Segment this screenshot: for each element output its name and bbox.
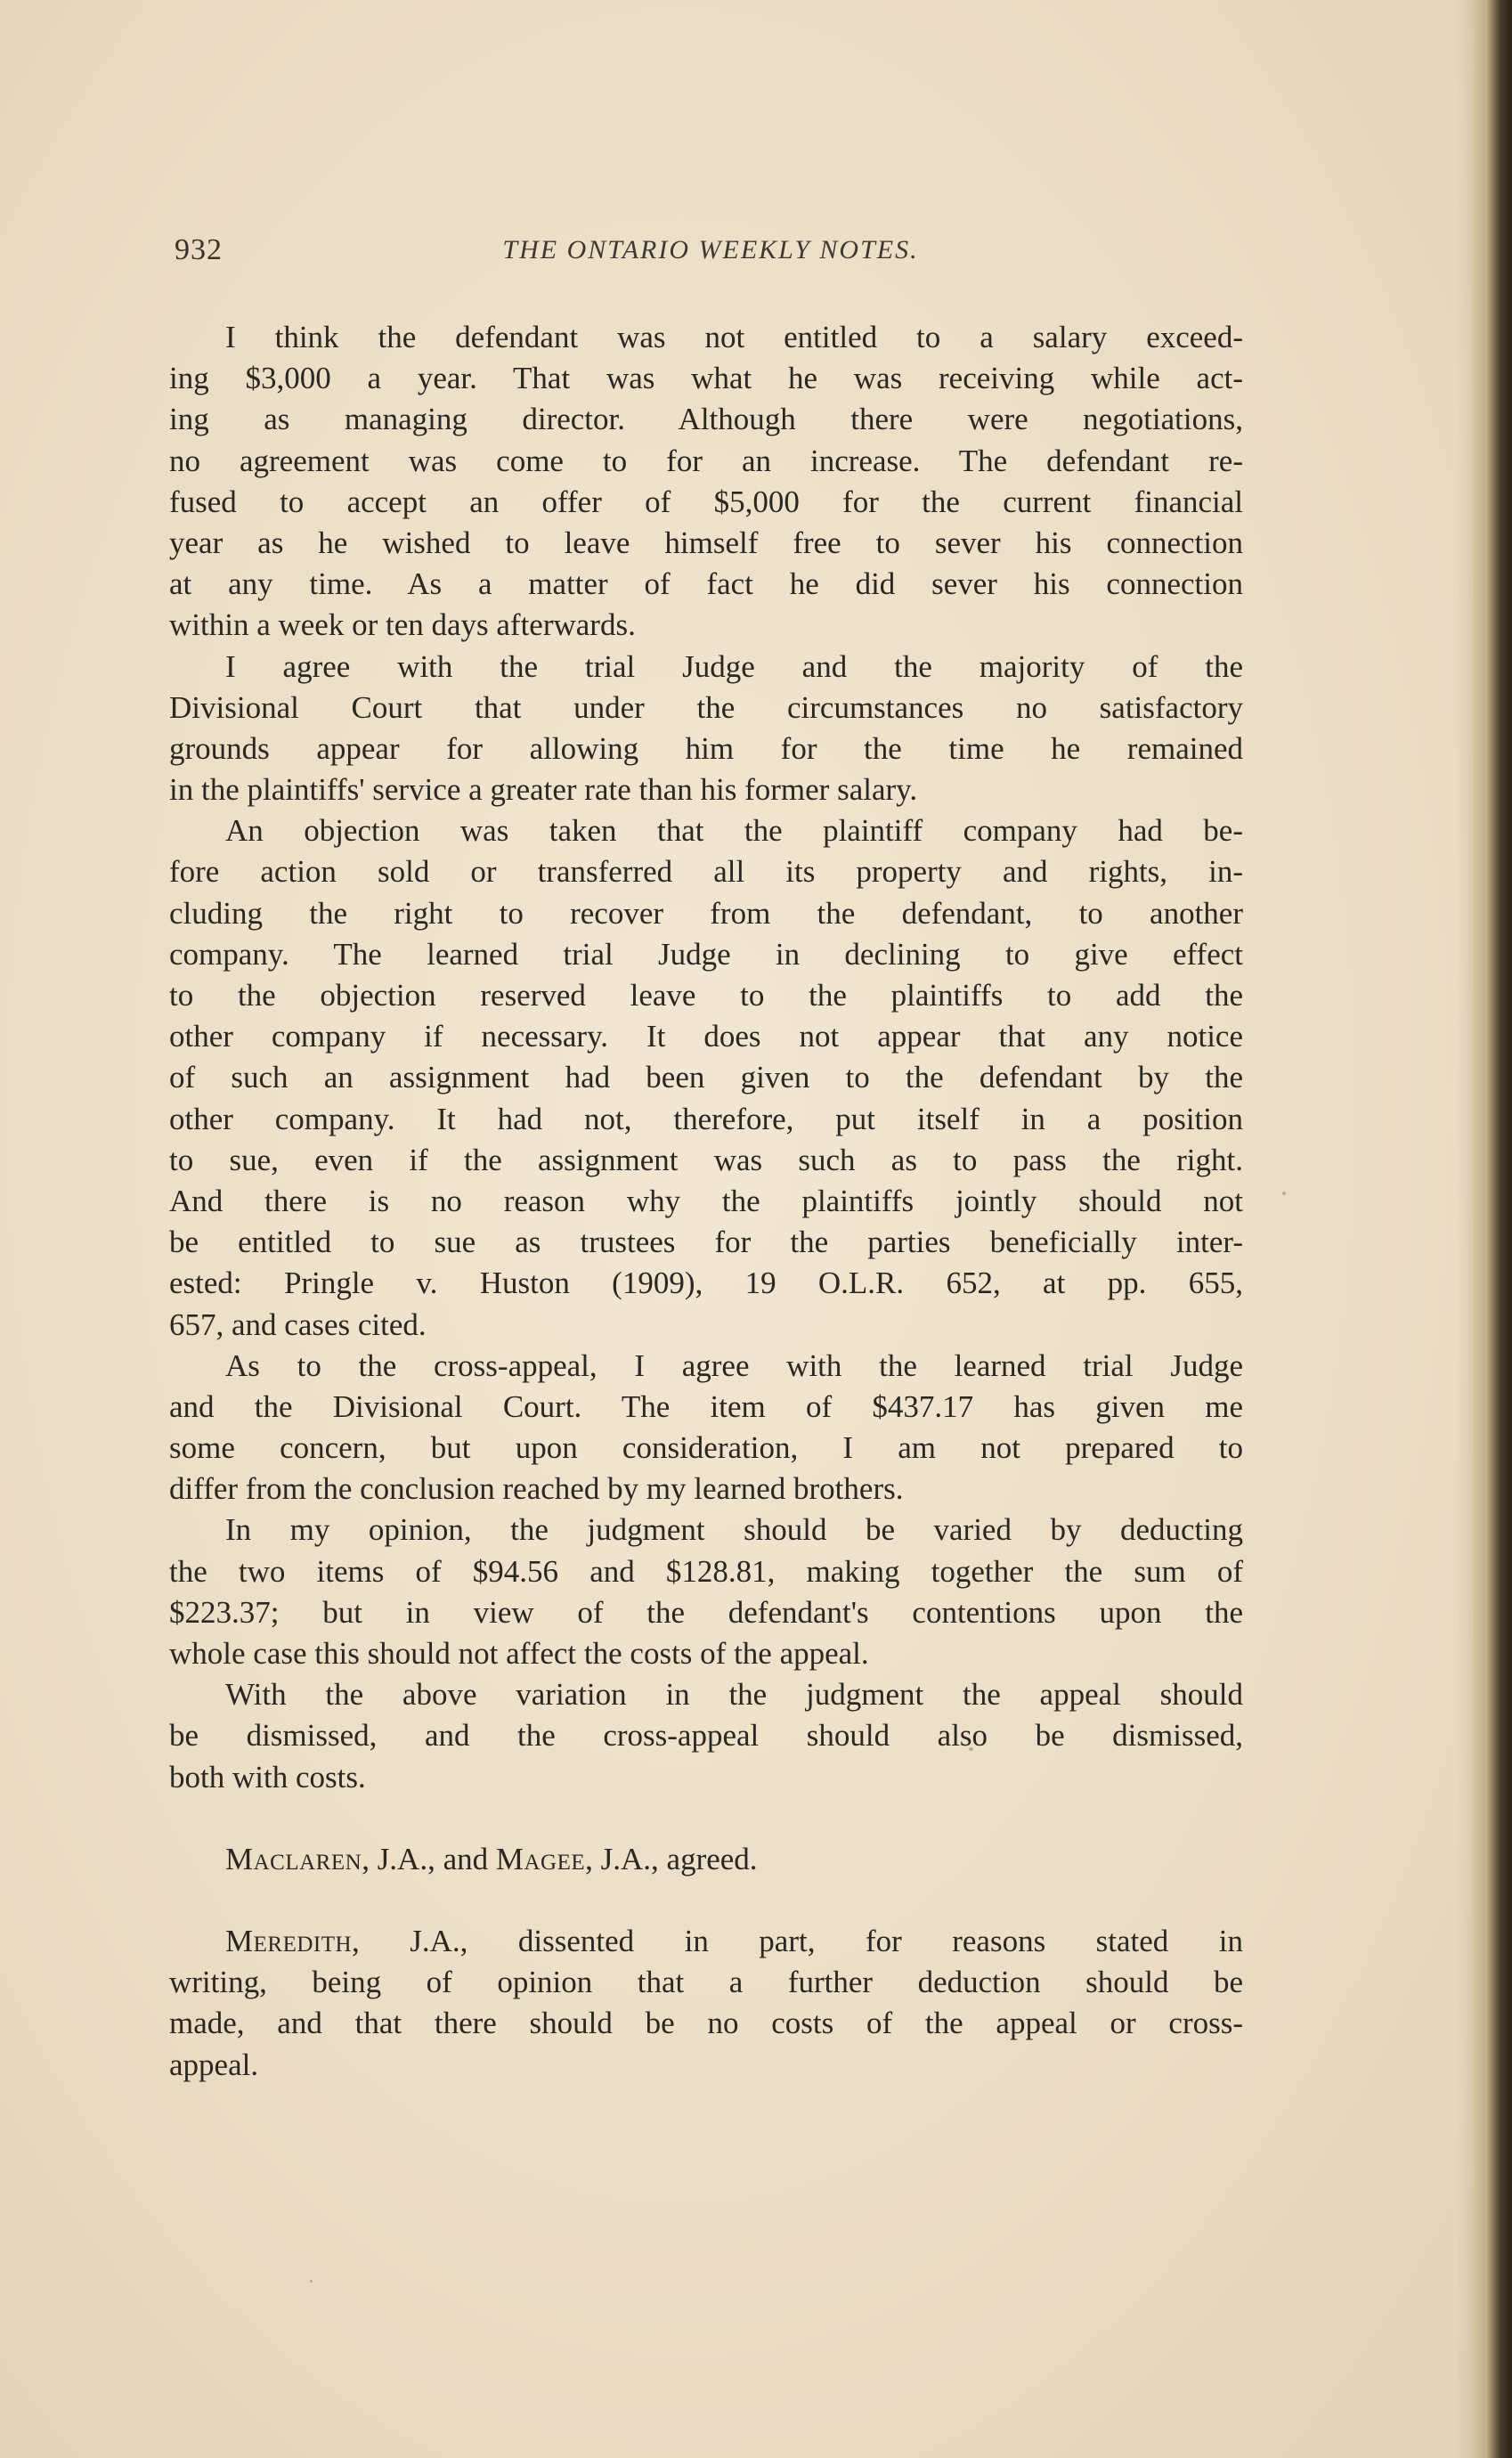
text-line: differ from the conclusion reached by my learned brothers. — [169, 1471, 904, 1507]
text-line: whole case this should not affect the costs of the appeal. — [169, 1636, 869, 1671]
page-number: 932 — [175, 233, 223, 266]
text-line: ing as managing director. Although there were negotiations, — [169, 402, 1243, 437]
text-line: be dismissed, and the cross-appeal should also be dismissed, — [169, 1718, 1243, 1754]
text-line: year as he wished to leave himself free to sever his connection — [169, 525, 1243, 560]
text-line: An objection was taken that the plaintiff company had be- — [225, 813, 1243, 849]
paragraph — [169, 1510, 1243, 1674]
text-line: ing $3,000 a year. That was what he was receiving while act- — [169, 361, 1243, 396]
text-line: both with costs. — [169, 1759, 366, 1795]
judge-title: , J.A., and — [362, 1841, 496, 1876]
judge-name: Meredith — [225, 1923, 353, 1958]
text-line: ested: Pringle v. Huston (1909), 19 O.L.R. 652, at pp. 655, — [169, 1266, 1243, 1301]
paragraph-spacer — [169, 1880, 1243, 1921]
paper-speck — [1282, 1192, 1286, 1195]
text-line: other company if necessary. It does not appear that any notice — [169, 1019, 1243, 1054]
judge-name: Maclaren — [225, 1841, 362, 1876]
paragraph-spacer — [169, 1798, 1243, 1839]
judge-name: Magee — [495, 1841, 586, 1876]
text-line: writing, being of opinion that a further deduction should be — [169, 1965, 1243, 2000]
paragraph — [169, 1674, 1243, 1798]
text-line: I agree with the trial Judge and the majority of the — [225, 648, 1243, 684]
text-line: in the plaintiffs' service a greater rate than his former salary. — [169, 772, 918, 808]
text-line: at any time. As a matter of fact he did sever his connection — [169, 566, 1243, 602]
text-line: I think the defendant was not entitled to a salary exceed- — [225, 320, 1243, 354]
text-line: Divisional Court that under the circumstances no satisfactory — [169, 689, 1243, 725]
text-line: within a week or ten days afterwards. — [169, 607, 636, 643]
paragraph — [169, 810, 1243, 1345]
dissent-paragraph — [169, 1921, 1243, 2086]
text-line: In my opinion, the judgment should be varied by deducting — [225, 1512, 1243, 1548]
text-line — [169, 1921, 1243, 1962]
text-line: cluding the right to recover from the defendant, to another — [169, 895, 1243, 931]
text-line: appeal. — [169, 2047, 259, 2082]
text-line: company. The learned trial Judge in declining to give effect — [169, 936, 1243, 972]
text-line: other company. It had not, therefore, put itself in a position — [169, 1101, 1243, 1136]
paragraph — [169, 1346, 1243, 1510]
running-head — [175, 233, 1247, 278]
text-line: And there is no reason why the plaintiffs jointly should not — [169, 1183, 1243, 1218]
text-line: some concern, but upon consideration, I am not prepared to — [169, 1430, 1243, 1466]
concurrence-paragraph — [169, 1839, 1243, 1880]
text-line: made, and that there should be no costs of the appeal or cross- — [169, 2006, 1243, 2041]
text-line: of such an assignment had been given to the defendant by the — [169, 1060, 1243, 1095]
text-line: to the objection reserved leave to the plaintiffs to add the — [169, 978, 1243, 1013]
journal-title: THE ONTARIO WEEKLY NOTES. — [502, 235, 919, 265]
text-line: fore action sold or transferred all its property and rights, in- — [169, 854, 1243, 890]
text-line: 657, and cases cited. — [169, 1306, 427, 1342]
text-line: fused to accept an offer of $5,000 for the current financial — [169, 484, 1243, 519]
page-gutter-shadow — [1457, 0, 1473, 2458]
text-line: grounds appear for allowing him for the time he remained — [169, 730, 1243, 766]
text-line: no agreement was come to for an increase. The defendant re- — [169, 443, 1243, 478]
paragraph — [169, 647, 1243, 811]
page-edge — [1473, 0, 1512, 2458]
body-text — [169, 317, 1243, 2086]
text-line: and the Divisional Court. The item of $437.17 has given me — [169, 1388, 1243, 1424]
text-line: the two items of $94.56 and $128.81, making together the sum of — [169, 1553, 1243, 1589]
paragraph — [169, 317, 1243, 647]
text-line: to sue, even if the assignment was such as to pass the right. — [169, 1142, 1243, 1177]
text-line: As to the cross-appeal, I agree with the learned trial Judge — [225, 1347, 1243, 1383]
dissent-text: , J.A., dissented in part, for reasons stated in — [352, 1923, 1243, 1958]
text-line: With the above variation in the judgment the appeal should — [225, 1677, 1243, 1713]
judge-title: , J.A., agreed. — [585, 1841, 758, 1876]
text-line: $223.37; but in view of the defendant's contentions upon the — [169, 1594, 1243, 1630]
paper-speck — [969, 1747, 973, 1751]
paper-speck — [310, 2280, 313, 2283]
text-line — [169, 1839, 1243, 1880]
text-line: be entitled to sue as trustees for the parties beneficially inter- — [169, 1225, 1243, 1260]
